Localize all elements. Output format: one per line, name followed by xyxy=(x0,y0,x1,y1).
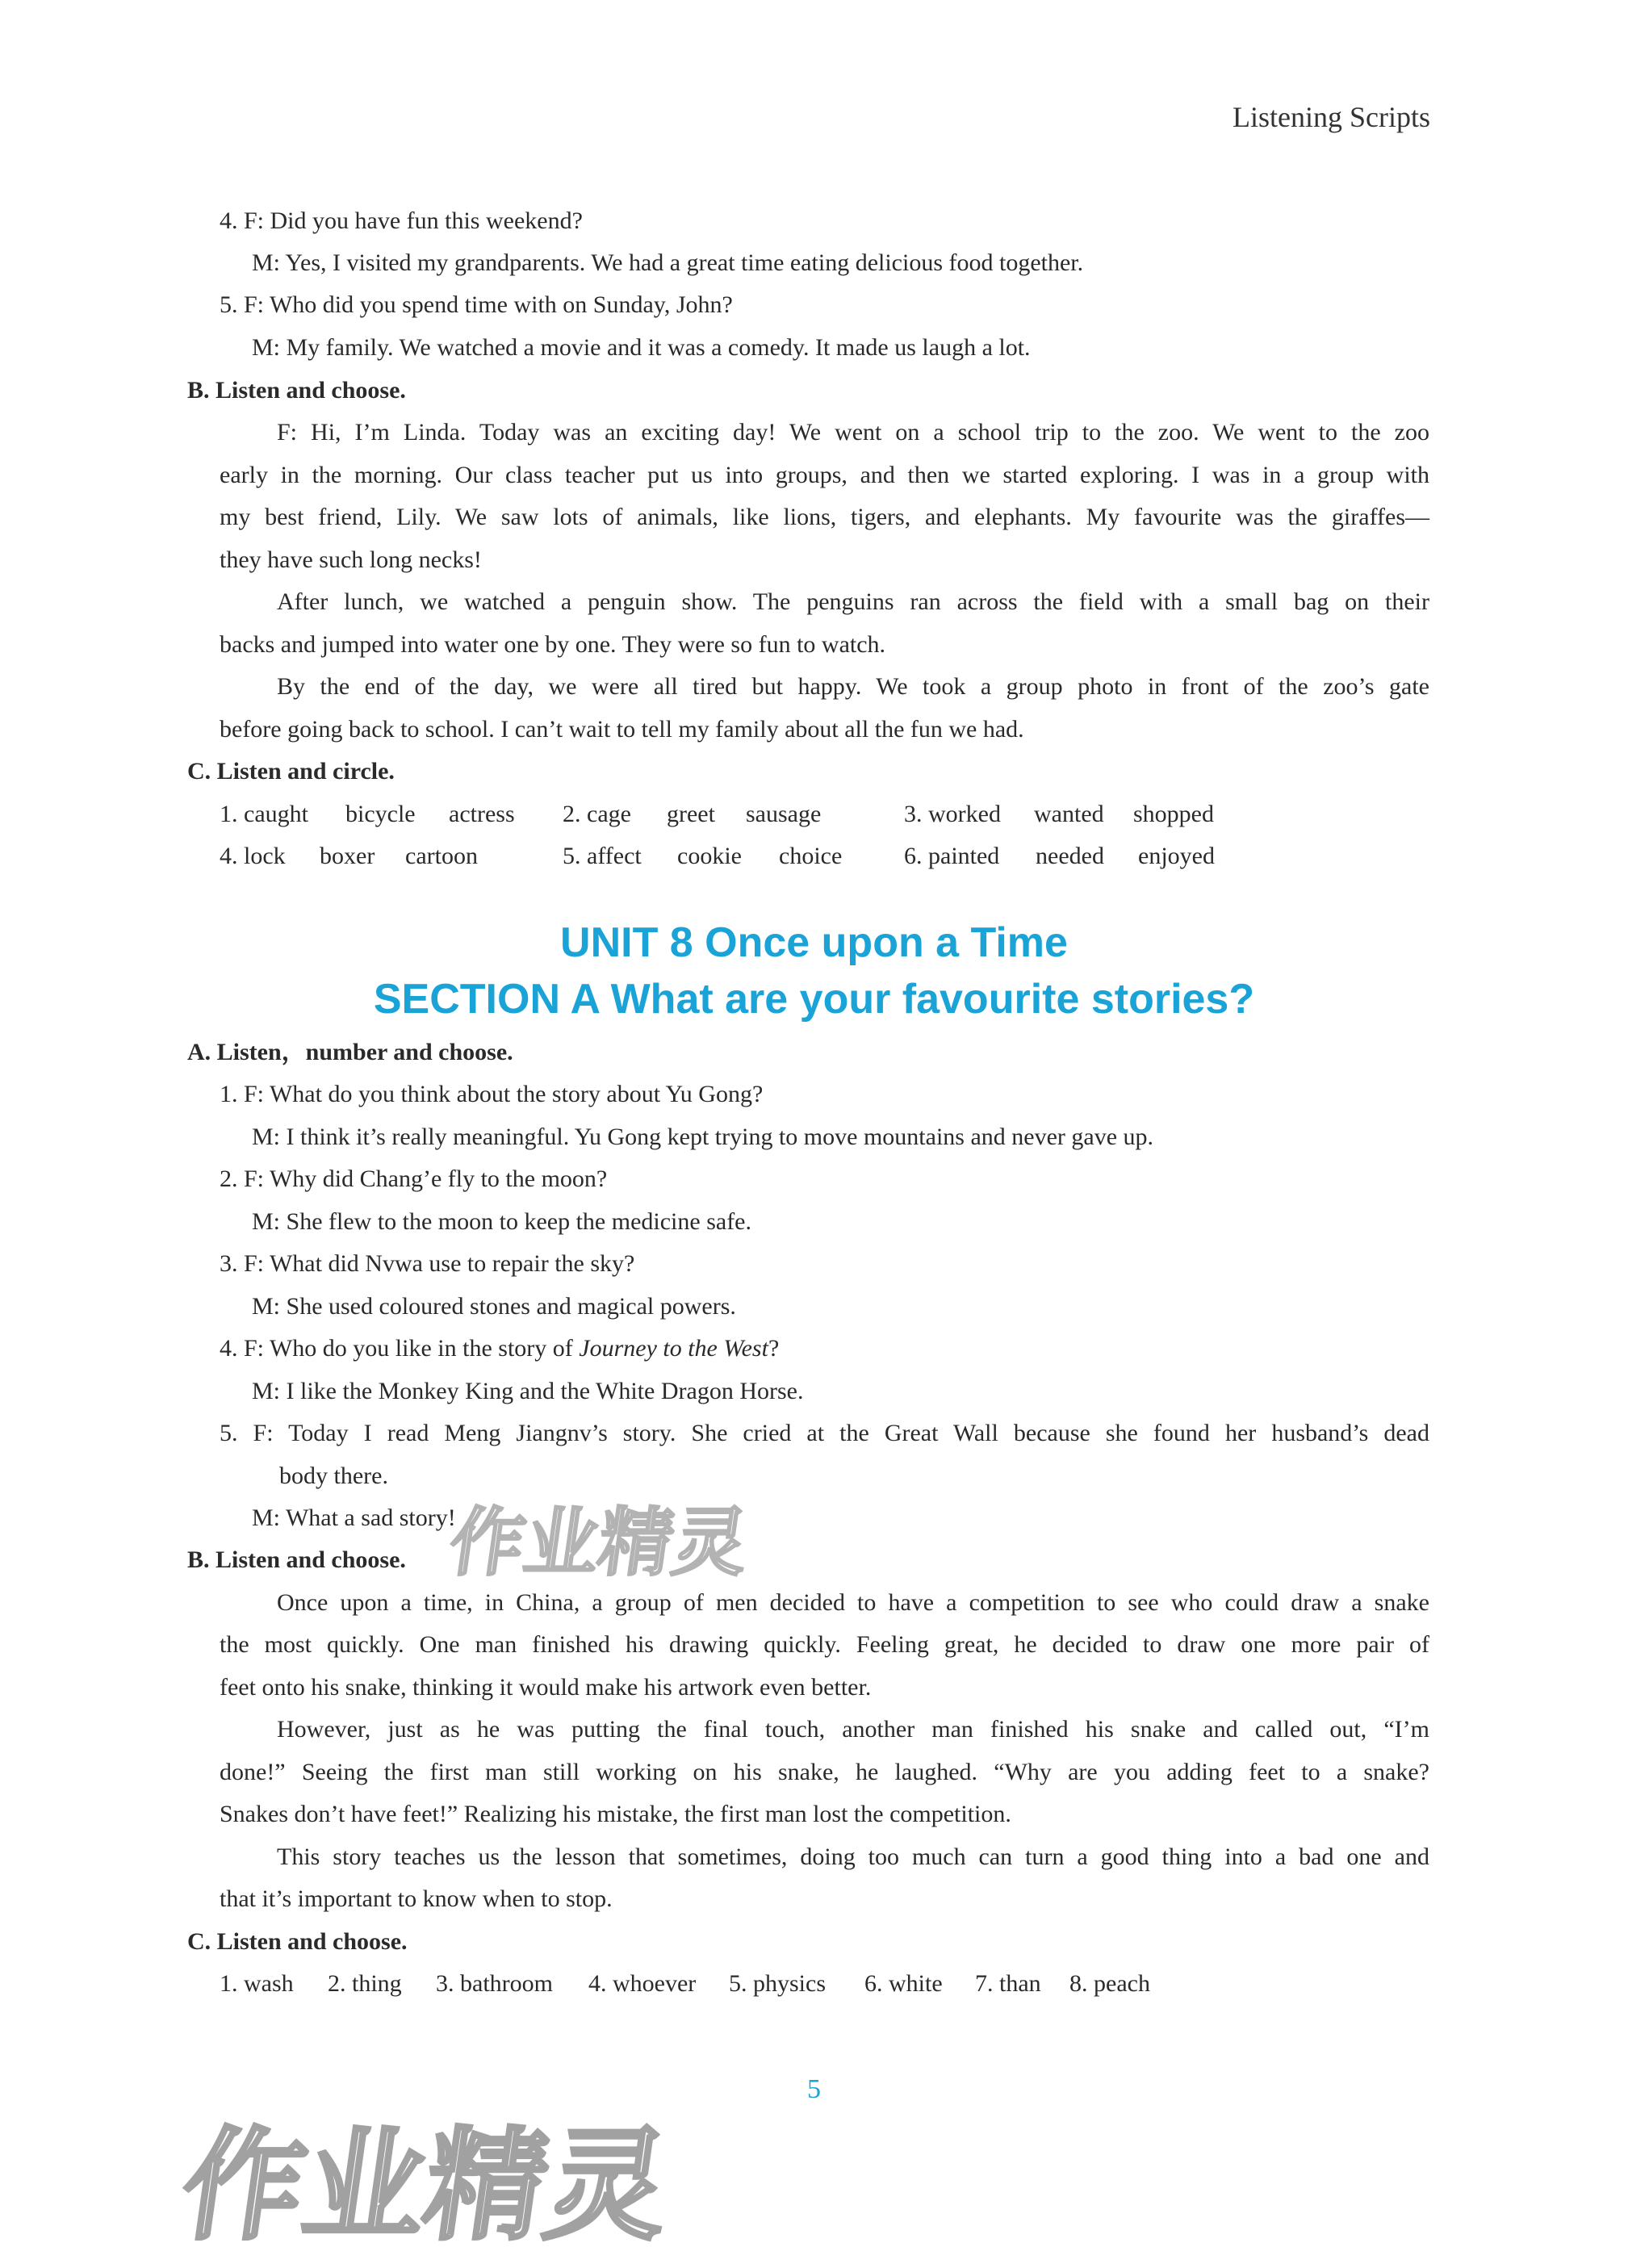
option-word: boxer xyxy=(320,843,375,869)
watermark-icon xyxy=(444,1497,754,1586)
choice-word: 8. peach xyxy=(1069,1970,1150,1997)
question-text: 4. F: Who do you like in the story of xyxy=(220,1335,580,1362)
question-line: 5. F: Today I read Meng Jiangnv’s story. She cried at the Great Wall because she found her husband’s dead xyxy=(220,1420,1429,1446)
question-mark: ? xyxy=(768,1335,780,1362)
paragraph-line: However, just as he was putting the final touch, another man finished his snake and called out, “I’m xyxy=(277,1716,1429,1743)
unit-title: UNIT 8 Once upon a Time xyxy=(560,919,1068,966)
choice-word: 1. wash xyxy=(220,1970,294,1997)
svg-text:作业精灵: 作业精灵 xyxy=(174,2115,678,2257)
section-c2-heading: C. Listen and choose. xyxy=(187,1928,408,1955)
question-line: 1. F: What do you think about the story about Yu Gong? xyxy=(220,1081,764,1107)
option-word: shopped xyxy=(1133,801,1214,827)
q5-line: 5. F: Who did you spend time with on Sunday, John? xyxy=(220,291,733,318)
question-line: 3. F: What did Nvwa use to repair the sky? xyxy=(220,1250,635,1277)
answer-line: M: I think it’s really meaningful. Yu Gong kept trying to move mountains and never gave up. xyxy=(252,1124,1154,1150)
option-word: 2. cage xyxy=(563,801,631,827)
page-number: 5 xyxy=(807,2074,821,2104)
paragraph-line: After lunch, we watched a penguin show. The penguins ran across the field with a small bag on their xyxy=(277,588,1429,615)
section-c-heading: C. Listen and circle. xyxy=(187,758,395,785)
option-word: 3. worked xyxy=(904,801,1001,827)
option-word: sausage xyxy=(746,801,822,827)
paragraph-line: F: Hi, I’m Linda. Today was an exciting day! We went on a school trip to the zoo. We went to the zoo xyxy=(277,419,1429,446)
option-word: 6. painted xyxy=(904,843,1000,869)
question-line xyxy=(220,1328,779,1370)
answer-line: M: What a sad story! xyxy=(252,1504,456,1531)
choice-word: 2. thing xyxy=(328,1970,402,1997)
option-word: cookie xyxy=(677,843,742,869)
option-word: bicycle xyxy=(345,801,416,827)
paragraph-line: By the end of the day, we were all tired but happy. We took a group photo in front of the zoo’s gate xyxy=(277,673,1429,700)
choice-word: 3. bathroom xyxy=(436,1970,553,1997)
paragraph-line: that it’s important to know when to stop. xyxy=(220,1885,613,1912)
choice-word: 5. physics xyxy=(729,1970,826,1997)
option-word: needed xyxy=(1036,843,1104,869)
paragraph-line: backs and jumped into water one by one. They were so fun to watch. xyxy=(220,631,886,658)
paragraph-line: early in the morning. Our class teacher put us into groups, and then we started exploring. I was in a group with xyxy=(220,462,1429,488)
svg-text:作业精灵: 作业精灵 xyxy=(444,1499,754,1586)
paragraph-line: before going back to school. I can’t wait to tell my family about all the fun we had. xyxy=(220,716,1024,743)
answer-line: M: She flew to the moon to keep the medicine safe. xyxy=(252,1208,751,1235)
choice-word: 6. white xyxy=(864,1970,943,1997)
paragraph-line: Snakes don’t have feet!” Realizing his mistake, the first man lost the competition. xyxy=(220,1801,1011,1827)
paragraph-line: feet onto his snake, thinking it would make his artwork even better. xyxy=(220,1674,872,1701)
option-word: wanted xyxy=(1034,801,1104,827)
watermark-icon xyxy=(171,2103,688,2257)
option-word: greet xyxy=(667,801,715,827)
a5-line: M: My family. We watched a movie and it was a comedy. It made us laugh a lot. xyxy=(252,334,1031,361)
book-title: Journey to the West xyxy=(579,1335,768,1362)
q4-line: 4. F: Did you have fun this weekend? xyxy=(220,207,583,234)
answer-line: M: I like the Monkey King and the White Dragon Horse. xyxy=(252,1378,804,1404)
question-line: 2. F: Why did Chang’e fly to the moon? xyxy=(220,1165,608,1192)
option-word: enjoyed xyxy=(1138,843,1215,869)
paragraph-line: the most quickly. One man finished his drawing quickly. Feeling great, he decided to draw one more pair of xyxy=(220,1631,1429,1658)
choice-word: 4. whoever xyxy=(588,1970,697,1997)
choice-word: 7. than xyxy=(975,1970,1041,1997)
paragraph-line: they have such long necks! xyxy=(220,546,482,573)
option-word: cartoon xyxy=(405,843,478,869)
section-b2-heading: B. Listen and choose. xyxy=(187,1546,406,1573)
paragraph-line: Once upon a time, in China, a group of men decided to have a competition to see who could draw a snake xyxy=(277,1589,1429,1616)
option-word: 5. affect xyxy=(563,843,642,869)
question-line-continued: body there. xyxy=(279,1462,388,1489)
paragraph-line: my best friend, Lily. We saw lots of animals, like lions, tigers, and elephants. My favourite was the giraffes— xyxy=(220,504,1429,530)
option-word: actress xyxy=(449,801,515,827)
section-title: SECTION A What are your favourite stories? xyxy=(373,976,1255,1023)
section-a-heading: A. Listen，number and choose. xyxy=(187,1039,513,1065)
paragraph-line: done!” Seeing the first man still working on his snake, he laughed. “Why are you adding feet to a snake? xyxy=(220,1759,1429,1785)
a4-line: M: Yes, I visited my grandparents. We had a great time eating delicious food together. xyxy=(252,249,1084,276)
running-header: Listening Scripts xyxy=(1233,101,1430,133)
paragraph-line: This story teaches us the lesson that sometimes, doing too much can turn a good thing into a bad one and xyxy=(277,1843,1429,1870)
answer-line: M: She used coloured stones and magical powers. xyxy=(252,1293,736,1320)
option-word: 4. lock xyxy=(220,843,286,869)
option-word: 1. caught xyxy=(220,801,308,827)
option-word: choice xyxy=(779,843,843,869)
section-b-heading: B. Listen and choose. xyxy=(187,377,406,404)
